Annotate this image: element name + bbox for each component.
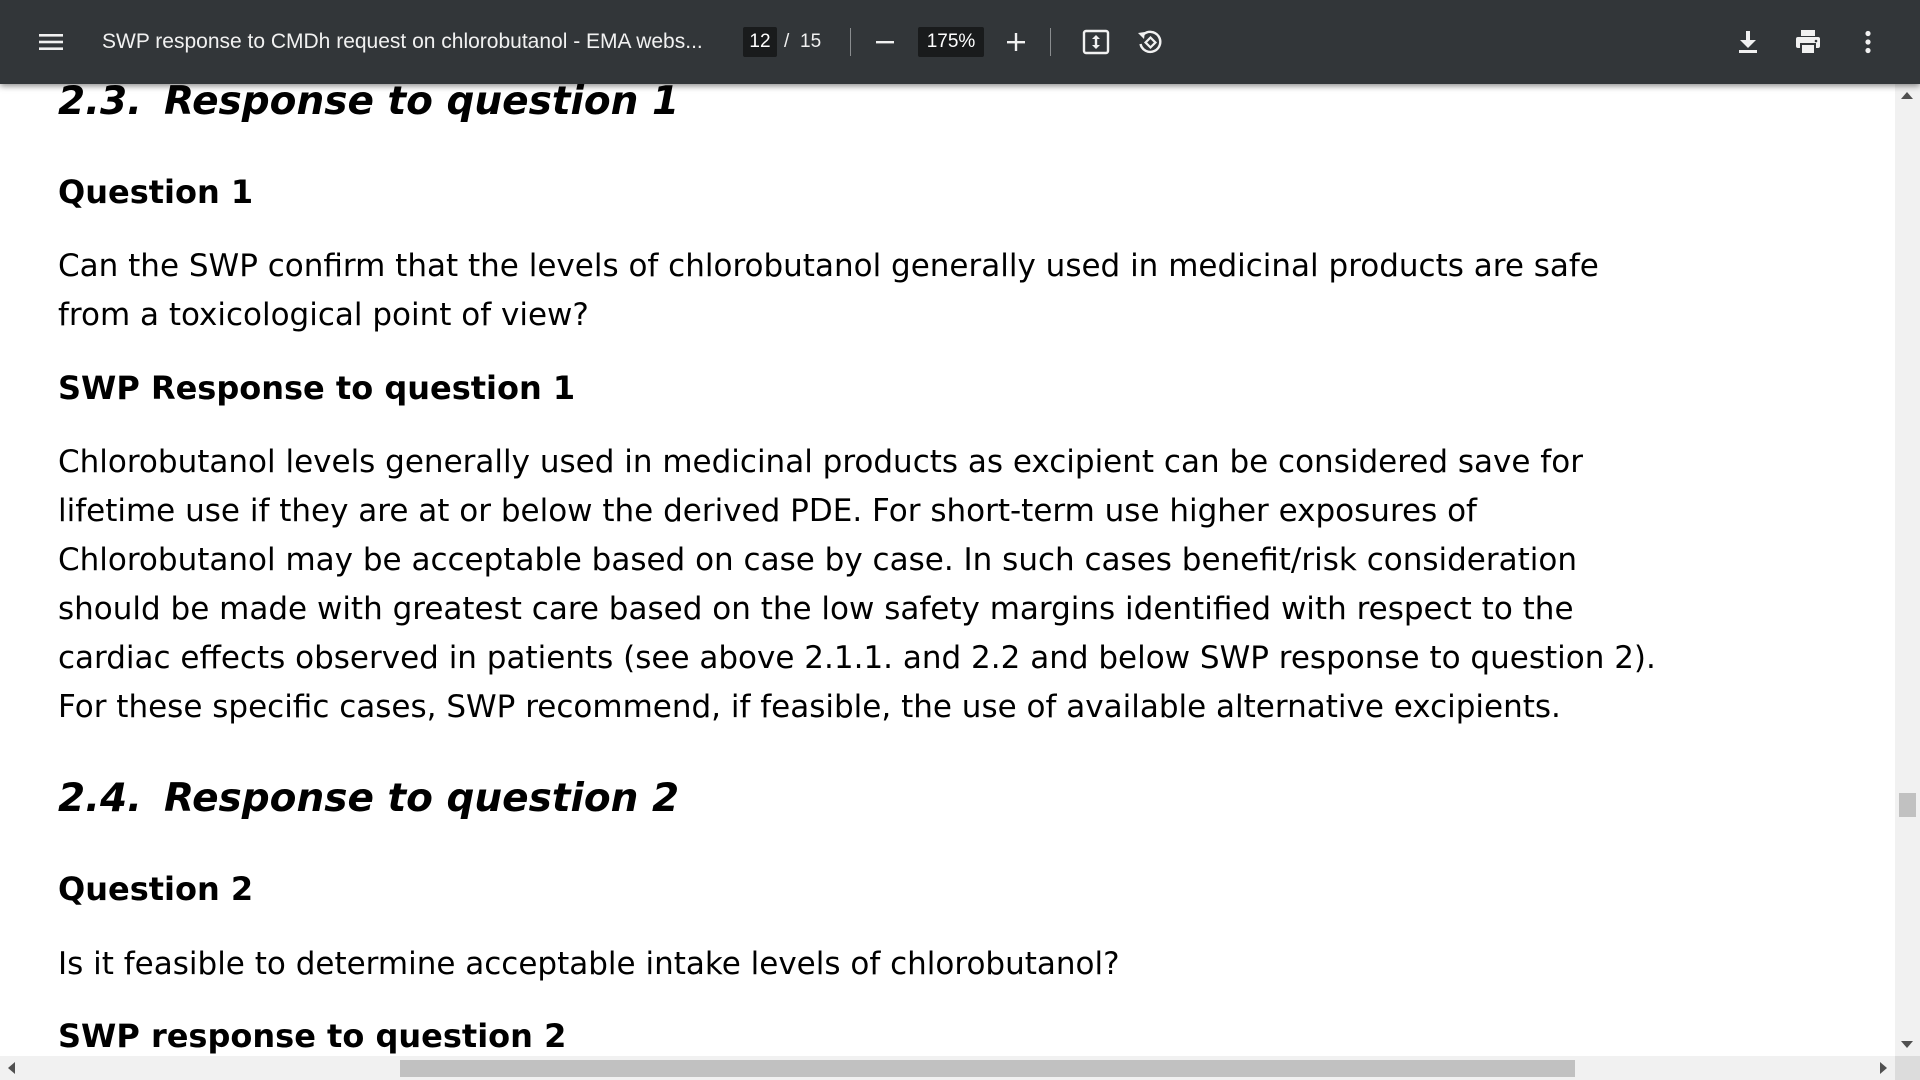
text-line: should be made with greatest care based on the low safety margins identified with respect to the [58,591,1574,627]
section-number: 2.4. [58,776,142,821]
text-line: Chlorobutanol levels generally used in medicinal products as excipient can be considered save for [58,444,1583,480]
text-line: cardiac effects observed in patients (see above 2.1.1. and 2.2 and below SWP response to question 2). [58,640,1656,676]
toolbar-divider [1050,28,1051,56]
question-2-heading: Question 2 [58,870,254,908]
text-line: lifetime use if they are at or below the derived PDE. For short-term use higher exposures of [58,493,1477,529]
scroll-up-icon[interactable] [1901,92,1913,99]
vertical-scrollbar[interactable] [1895,84,1920,1056]
zoom-out-button[interactable] [861,18,909,66]
menu-icon[interactable] [27,18,75,66]
page-total: 15 [800,31,822,52]
document-title: SWP response to CMDh request on chlorobutanol - EMA webs... [102,30,703,53]
scroll-right-icon[interactable] [1880,1062,1887,1074]
section-number: 2.3. [58,84,142,124]
minus-icon [874,31,896,53]
section-heading-2-4 [58,775,679,823]
horizontal-scroll-thumb[interactable] [400,1060,1575,1077]
download-button[interactable] [1724,18,1772,66]
page-separator: / [784,31,790,52]
text-line: from a toxicological point of view? [58,297,589,333]
pdf-toolbar [0,0,1920,84]
section-title: Response to question 1 [164,84,680,124]
response-1-text [58,438,1778,732]
text-line: Is it feasible to determine acceptable intake levels of chlorobutanol? [58,946,1120,982]
download-icon [1736,29,1760,55]
rotate-button[interactable] [1126,18,1174,66]
print-icon [1794,29,1822,55]
text-line: Can the SWP confirm that the levels of chlorobutanol generally used in medicinal products are safe [58,248,1599,284]
vertical-scroll-thumb[interactable] [1899,793,1916,817]
scroll-left-icon[interactable] [8,1062,15,1074]
more-vert-icon [1864,30,1872,54]
fit-page-icon [1082,29,1110,55]
response-1-heading: SWP Response to question 1 [58,369,576,407]
scrollbar-corner [1895,1056,1920,1080]
question-1-text [58,242,1778,340]
document-viewport[interactable] [0,84,1895,1056]
fit-page-button[interactable] [1072,18,1120,66]
text-line: Chlorobutanol may be acceptable based on case by case. In such cases benefit/risk consideration [58,542,1577,578]
plus-icon [1005,31,1027,53]
page-number-input[interactable]: 12 [743,27,777,57]
question-1-heading: Question 1 [58,173,254,211]
more-options-button[interactable] [1844,18,1892,66]
zoom-in-button[interactable] [992,18,1040,66]
horizontal-scrollbar[interactable] [0,1056,1895,1080]
text-line: For these specific cases, SWP recommend, if feasible, the use of available alternative excipients. [58,689,1561,725]
print-button[interactable] [1784,18,1832,66]
response-2-heading: SWP response to question 2 [58,1017,567,1055]
question-2-text [58,940,1778,989]
toolbar-divider [850,28,851,56]
scroll-down-icon[interactable] [1901,1041,1913,1048]
zoom-level-input[interactable]: 175% [918,27,984,57]
rotate-icon [1136,28,1164,56]
section-heading-2-3 [58,84,679,126]
section-title: Response to question 2 [164,776,680,821]
